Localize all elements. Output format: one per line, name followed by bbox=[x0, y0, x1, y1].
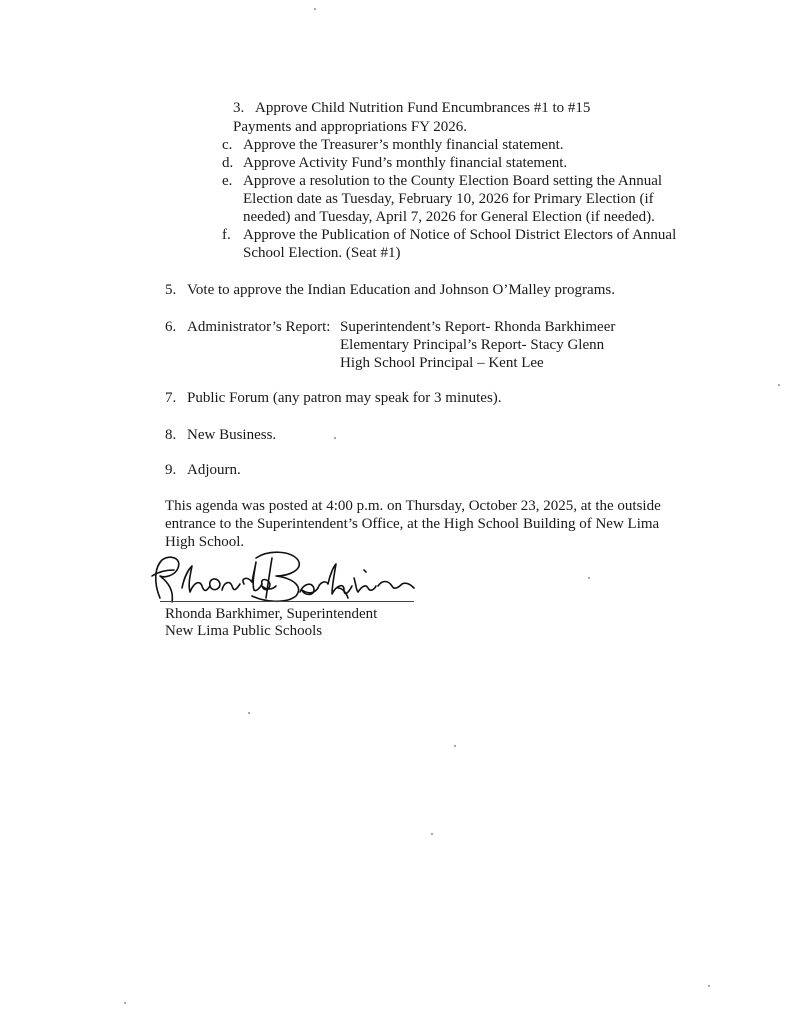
agenda-item-d bbox=[222, 154, 567, 172]
report-text: Superintendent’s Report- Rhonda Barkhimeer bbox=[340, 319, 616, 335]
agenda-item-c bbox=[222, 136, 564, 154]
handwritten-signature bbox=[148, 548, 418, 606]
organization-text: New Lima Public Schools bbox=[165, 623, 323, 639]
item-text: Approve the Publication of Notice of School District Electors of Annual bbox=[243, 227, 677, 243]
agenda-item-3 bbox=[233, 99, 590, 117]
posting-text: entrance to the Superintendent’s Office, at the High School Building of New Lima bbox=[165, 516, 660, 532]
high-school-principal-report bbox=[340, 354, 544, 372]
item-text: Approve Child Nutrition Fund Encumbrances #1 to #15 bbox=[255, 100, 591, 116]
agenda-item-f-line2 bbox=[243, 244, 400, 262]
elementary-principal-report bbox=[340, 336, 604, 354]
superintendent-report bbox=[340, 318, 615, 336]
agenda-item-f bbox=[222, 226, 676, 244]
agenda-item-6 bbox=[165, 318, 330, 336]
signatory-organization bbox=[165, 622, 322, 640]
item-text: Payments and appropriations FY 2026. bbox=[233, 119, 468, 135]
scan-speck bbox=[588, 577, 590, 579]
posting-text: This agenda was posted at 4:00 p.m. on Thursday, October 23, 2025, at the outside bbox=[165, 498, 661, 514]
item-number: 5. bbox=[165, 282, 177, 298]
item-text: needed) and Tuesday, April 7, 2026 for General Election (if needed). bbox=[243, 209, 655, 225]
posting-notice-line-2 bbox=[165, 515, 659, 533]
agenda-item-7 bbox=[165, 389, 502, 407]
posting-notice-line-1 bbox=[165, 497, 661, 515]
agenda-item-5 bbox=[165, 281, 615, 299]
signatory-name-title bbox=[165, 605, 377, 623]
item-text: Vote to approve the Indian Education and Johnson O’Malley programs. bbox=[187, 282, 615, 298]
signature-line bbox=[160, 601, 414, 602]
item-text: Public Forum (any patron may speak for 3 minutes). bbox=[187, 390, 502, 406]
scan-speck bbox=[334, 437, 336, 439]
item-letter: c. bbox=[222, 137, 233, 153]
report-text: Elementary Principal’s Report- Stacy Glenn bbox=[340, 337, 605, 353]
administrator-report-label: Administrator’s Report: bbox=[187, 319, 331, 335]
posting-text: High School. bbox=[165, 534, 245, 550]
item-letter: d. bbox=[222, 155, 234, 171]
agenda-item-3-continuation bbox=[233, 118, 467, 136]
agenda-item-e bbox=[222, 172, 662, 190]
item-text: School Election. (Seat #1) bbox=[243, 245, 401, 261]
item-text: Election date as Tuesday, February 10, 2026 for Primary Election (if bbox=[243, 191, 654, 207]
signatory-text: Rhonda Barkhimer, Superintendent bbox=[165, 606, 378, 622]
agenda-item-8 bbox=[165, 426, 276, 444]
scan-speck bbox=[431, 833, 433, 835]
item-number: 6. bbox=[165, 319, 177, 335]
item-letter: f. bbox=[222, 227, 231, 243]
item-text: New Business. bbox=[187, 427, 277, 443]
item-letter: e. bbox=[222, 173, 233, 189]
item-text: Approve the Treasurer’s monthly financial statement. bbox=[243, 137, 564, 153]
scan-speck bbox=[314, 8, 316, 10]
scan-speck bbox=[248, 712, 250, 714]
item-text: Approve Activity Fund’s monthly financial statement. bbox=[243, 155, 568, 171]
scan-speck bbox=[708, 985, 710, 987]
agenda-item-e-line2 bbox=[243, 190, 654, 208]
agenda-item-e-line3 bbox=[243, 208, 655, 226]
scan-speck bbox=[124, 1002, 126, 1004]
scan-speck bbox=[454, 745, 456, 747]
item-number: 9. bbox=[165, 462, 177, 478]
item-text: Adjourn. bbox=[187, 462, 241, 478]
item-number: 7. bbox=[165, 390, 177, 406]
agenda-item-9 bbox=[165, 461, 241, 479]
report-text: High School Principal – Kent Lee bbox=[340, 355, 544, 371]
scan-speck bbox=[778, 384, 780, 386]
item-number: 8. bbox=[165, 427, 177, 443]
item-number: 3. bbox=[233, 100, 245, 116]
item-text: Approve a resolution to the County Election Board setting the Annual bbox=[243, 173, 663, 189]
